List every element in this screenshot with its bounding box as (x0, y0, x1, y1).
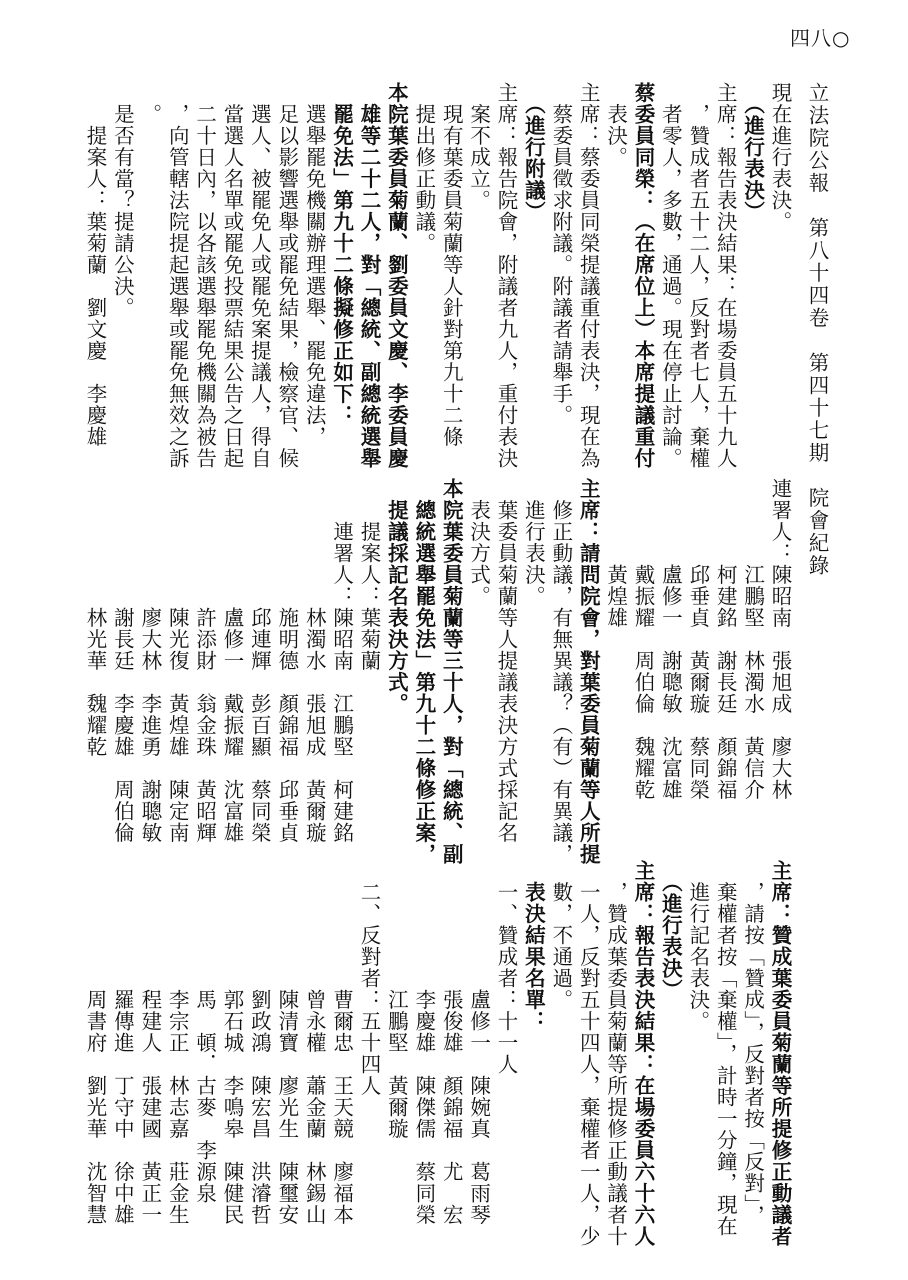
bottom-block-line: 程建人 張建國 黃正一 (137, 860, 162, 1226)
bottom-block-line: 江鵬堅 黃爾璇 (384, 860, 409, 1140)
top-block-line: 主席：蔡委員同榮提議重付表決，現在為 (576, 82, 601, 469)
top-block-line: ，贊成者五十二人，反對者七人，棄權 (685, 82, 710, 469)
top-block-line: 主席：報告院會，附議者九人，重付表決 (494, 82, 518, 469)
middle-block-line: 修正動議，有無異議？（有）有異議， (548, 478, 573, 865)
middle-block-line: 進行表決。 (521, 478, 546, 607)
bottom-block-line: 盧修一 陳婉真 葛雨琴 (466, 860, 491, 1226)
middle-block-line: 連署人：陳昭南 江鵬堅 柯建銘 (329, 478, 354, 844)
middle-block-line: 廖大林 李進勇 謝聰敏 (137, 478, 162, 844)
middle-block-line: 謝長廷 李慶雄 周伯倫 (110, 478, 135, 844)
middle-block-line: 提案人：葉菊蘭 (357, 478, 381, 672)
bottom-block-line: 張俊雄 顏錦福 尤 宏 (439, 860, 464, 1226)
top-block-line: 蔡委員同榮：（在席位上）本席提議重付 (631, 82, 655, 469)
top-block-line: 表決。 (603, 82, 628, 168)
bottom-block-line: 李慶雄 陳傑儒 蔡同榮 (411, 860, 436, 1226)
middle-block-line: 表決方式。 (466, 478, 491, 607)
bottom-block-line: ，贊成葉委員菊蘭等所提修正動議者十 (603, 860, 628, 1247)
top-block-line: 選人、被罷免人或罷免案提議人，得自 (247, 82, 272, 469)
bottom-block-line: 主席：報告表決結果：在場委員六十六人 (631, 860, 655, 1247)
middle-block-line: 盧修一 謝聰敏 沈富雄 (658, 478, 683, 801)
bottom-block-line: 曾永權 蕭金蘭 林錫山 (302, 860, 327, 1226)
middle-block-line: 林光華 魏耀乾 (83, 478, 107, 758)
top-block-line: 當選人名單或罷免投票結果公告之日起 (220, 82, 244, 469)
middle-block-line: 施明德 顏錦福 邱垂貞 (274, 478, 299, 844)
bottom-block-line: ，請按「贊成」，反對者按「反對」， (740, 860, 765, 1227)
page-number: 四八○ (790, 26, 851, 50)
top-block-line: 案不成立。 (466, 82, 491, 211)
middle-block-line: 葉委員菊蘭等人提議表決方式採記名 (494, 478, 518, 844)
top-block-line: 是否有當？提請公決。 (110, 82, 135, 319)
top-block-line: 現有葉委員菊蘭等人針對第九十二條 (439, 82, 464, 448)
middle-block-line: 總統選舉罷免法」第九十二條修正案， (411, 478, 436, 865)
middle-block-line: 林濁水 張旭成 黃爾璇 (302, 478, 327, 844)
middle-block-line: 提議採記名表決方式。 (384, 478, 409, 715)
bottom-block-line: （進行表決） (658, 860, 683, 1001)
top-block-line: 。 (137, 82, 162, 125)
bottom-block-line: 陳清寶 廖光生 陳璽安 (274, 860, 299, 1226)
bottom-block-line: 表決結果名單： (521, 860, 546, 1032)
bottom-block-line: 李宗正 林志嘉 莊金生 (165, 860, 190, 1226)
top-block-line: 二十日內，以各該選舉罷免機關為被告 (192, 82, 217, 469)
top-block-line: 選舉罷免機關辦理選舉、罷免違法， (302, 82, 327, 448)
bottom-block-line: 曹爾忠 王天競 廖福本 (329, 860, 354, 1226)
bottom-block-line: 數，不通過。 (548, 860, 573, 1011)
top-block-line: （進行表決） (740, 82, 765, 223)
top-block-line: 現在進行表決。 (768, 82, 792, 233)
top-block-line: 蔡委員徵求附議。附議者請舉手。 (548, 82, 573, 426)
page-header-title: 立法院公報 第八十四卷 第四十七期 院會紀錄 (805, 82, 829, 577)
top-block-line: 本院葉委員菊蘭、劉委員文慶、李委員慶 (384, 82, 409, 469)
top-block-line: 足以影響選舉或罷免結果，檢察官、候 (274, 82, 299, 469)
middle-block-line: 邱垂貞 黃爾璇 蔡同榮 (685, 478, 710, 801)
bottom-block-line: 羅傳進 丁守中 徐中雄 (110, 860, 135, 1226)
middle-block-line: 江鵬堅 林濁水 黃信介 (740, 478, 765, 801)
bottom-block-line: 主席：贊成葉委員菊蘭等所提修正動議者 (768, 860, 792, 1247)
top-block-line: 雄等二十二人，對「總統、副總統選舉 (357, 82, 381, 469)
middle-block-line: 本院葉委員菊蘭等三十人，對「總統、副 (439, 478, 464, 865)
middle-block-line: 黃煌雄 (603, 478, 628, 629)
middle-block-line: 邱連輝 彭百顯 蔡同榮 (247, 478, 272, 844)
bottom-block-line: 郭石城 李鳴皋 陳健民 (220, 860, 244, 1226)
top-block-line: ，向管轄法院提起選舉或罷免無效之訴 (165, 82, 190, 469)
bottom-block-line: 一、贊成者：十一人 (494, 860, 518, 1075)
middle-block-line: 連署人：陳昭南 張旭成 廖大林 (768, 478, 792, 801)
bottom-block-line: 棄權者按「棄權」，計時一分鐘，現在 (713, 860, 738, 1237)
top-block-line: 罷免法」第九十二條擬修正如下： (329, 82, 354, 426)
middle-block-line: 戴振耀 周伯倫 魏耀乾 (631, 478, 655, 801)
bottom-block-line: 進行記名表決。 (685, 860, 710, 1032)
top-block-line: 者零人，多數，通過。現在停止討論。 (658, 82, 683, 469)
top-block-line: （進行附議） (521, 82, 546, 223)
top-block-line: 提出修正動議。 (411, 82, 436, 254)
bottom-block-line: 劉政鴻 陳宏昌 洪濬哲 (247, 860, 272, 1226)
middle-block-line: 柯建銘 謝長廷 顏錦福 (713, 478, 738, 801)
bottom-block-line: 二、反對者：五十四人 (357, 860, 381, 1097)
top-block-line: 提案人：葉菊蘭 劉文慶 李慶雄 (83, 82, 107, 448)
middle-block-line: 許添財 翁金珠 黃昭輝 (192, 478, 217, 844)
middle-block-line: 主席：請問院會，對葉委員菊蘭等人所提 (576, 478, 601, 865)
bottom-block-line: 馬 頓．古麥 李源泉 (192, 860, 217, 1204)
middle-block-line: 陳光復 黃煌雄 陳定南 (165, 478, 190, 844)
bottom-block-line: 一人，反對五十四人，棄權者一人，少 (576, 860, 601, 1247)
bottom-block-line: 周書府 劉光華 沈智慧 (83, 860, 107, 1226)
top-block-line: 主席：報告表決結果：在場委員五十九人 (713, 82, 738, 469)
middle-block-line: 盧修一 戴振耀 沈富雄 (220, 478, 244, 844)
